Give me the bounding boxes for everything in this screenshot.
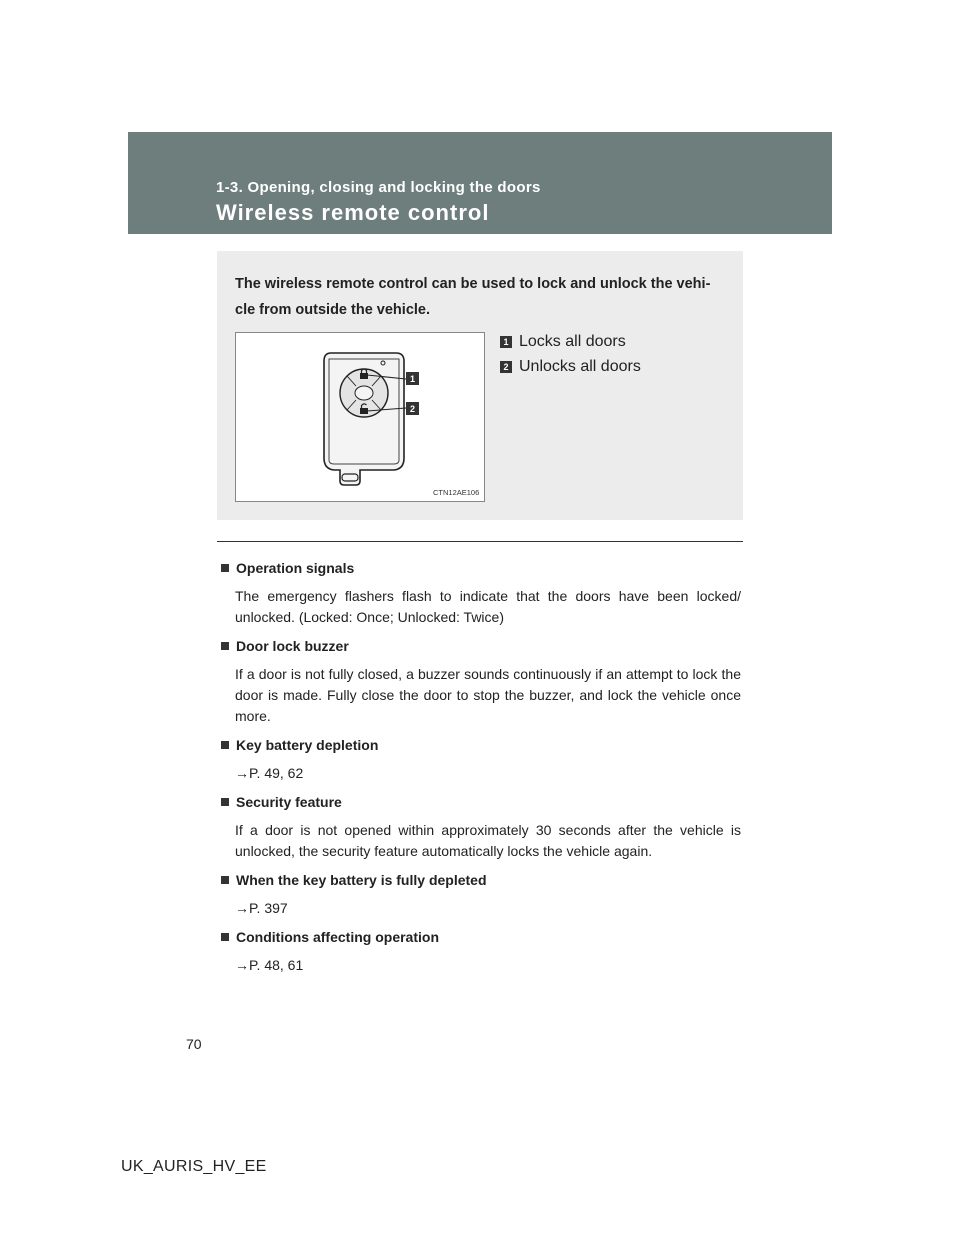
intro-panel [217,251,743,520]
remote-key-illustration [236,333,484,501]
note-heading [221,927,741,947]
note-body: If a door is not opened within approximately 30 seconds after the vehicle is unlocked, the security feature automatically locks the vehicle again. [235,822,741,859]
square-bullet-icon [221,876,229,884]
legend-number-badge: 1 [500,336,512,348]
section-label: 1-3. Opening, closing and locking the doors [216,179,541,196]
legend-label: Locks all doors [519,332,626,350]
callout-1-number: 1 [409,374,416,384]
note-heading [221,870,741,890]
note-heading [221,636,741,656]
note-title: Door lock buzzer [236,638,349,654]
callout-2-number: 2 [409,404,416,414]
note-body: If a door is not fully closed, a buzzer sounds continuously if an attempt to lock the door is made. Fully close the door to stop the buzzer, and lock the vehicle once more. [235,666,741,724]
legend-number-badge: 2 [500,361,512,373]
note-heading [221,792,741,812]
document-code: UK_AURIS_HV_EE [121,1158,267,1175]
note-heading [221,735,741,755]
square-bullet-icon [221,564,229,572]
intro-text: The wireless remote control can be used to lock and unlock the vehi-cle from outside the vehicle. [235,276,711,318]
page-title: Wireless remote control [216,200,490,225]
square-bullet-icon [221,798,229,806]
figure-legend [500,329,641,379]
legend-label: Unlocks all doors [519,357,641,375]
note-title: When the key battery is fully depleted [236,872,487,888]
note-title: Security feature [236,794,342,810]
note-title: Conditions affecting operation [236,929,439,945]
note-heading [221,558,741,578]
square-bullet-icon [221,642,229,650]
page-reference-link[interactable]: →P. 397 [235,900,288,916]
note-body: The emergency flashers flash to indicate that the doors have been locked/ unlocked. (Locked: Once; Unlocked: Twice) [235,588,741,625]
page-number: 70 [186,1036,202,1052]
remote-figure [235,332,485,502]
square-bullet-icon [221,933,229,941]
header-band [128,132,832,234]
page-reference-link[interactable]: →P. 48, 61 [235,957,304,973]
figure-code: CTN12AE106 [433,488,480,497]
legend-item [500,354,641,379]
notes-list [221,558,741,976]
square-bullet-icon [221,741,229,749]
note-title: Key battery depletion [236,737,379,753]
legend-item [500,329,641,354]
note-title: Operation signals [236,560,355,576]
page-reference-link[interactable]: →P. 49, 62 [235,765,304,781]
section-divider [217,541,743,542]
